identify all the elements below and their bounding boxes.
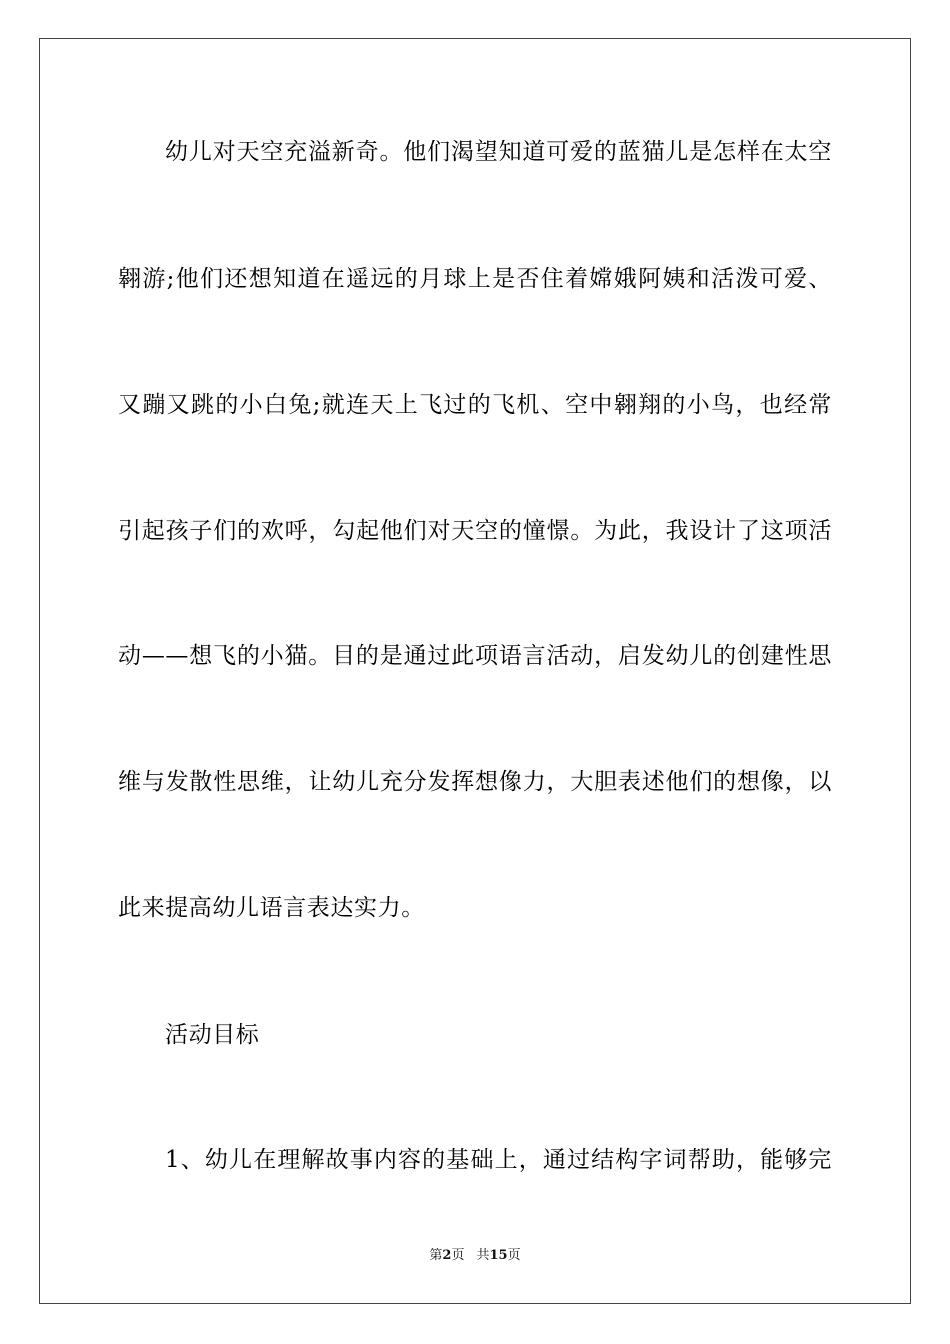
footer-page-number: 2 xyxy=(442,1248,452,1263)
section-heading: 活动目标 xyxy=(165,1022,260,1048)
page-footer xyxy=(0,1247,950,1265)
footer-page-suffix: 页 xyxy=(451,1248,465,1263)
footer-page-prefix: 第 xyxy=(429,1248,443,1263)
paragraph-line: 又蹦又跳的小白兔;就连天上飞过的飞机、空中翱翔的小鸟，也经常 xyxy=(118,392,832,418)
footer-total-prefix: 共 xyxy=(476,1248,490,1263)
footer-total-suffix: 页 xyxy=(507,1248,521,1263)
paragraph-line: 动——想飞的小猫。目的是通过此项语言活动，启发幼儿的创建性思 xyxy=(118,643,832,669)
paragraph-line: 维与发散性思维，让幼儿充分发挥想像力，大胆表述他们的想像，以 xyxy=(118,769,832,795)
paragraph-line: 幼儿对天空充溢新奇。他们渴望知道可爱的蓝猫儿是怎样在太空 xyxy=(165,139,832,165)
footer-total-pages: 15 xyxy=(489,1248,508,1263)
paragraph-line: 翱游;他们还想知道在遥远的月球上是否住着嫦娥阿姨和活泼可爱、 xyxy=(118,266,832,292)
paragraph-line: 此来提高幼儿语言表达实力。 xyxy=(118,895,425,921)
paragraph-line: 引起孩子们的欢呼，勾起他们对天空的憧憬。为此，我设计了这项活 xyxy=(118,518,832,544)
list-item: 1、幼儿在理解故事内容的基础上，通过结构字词帮助，能够完 xyxy=(165,1147,832,1173)
